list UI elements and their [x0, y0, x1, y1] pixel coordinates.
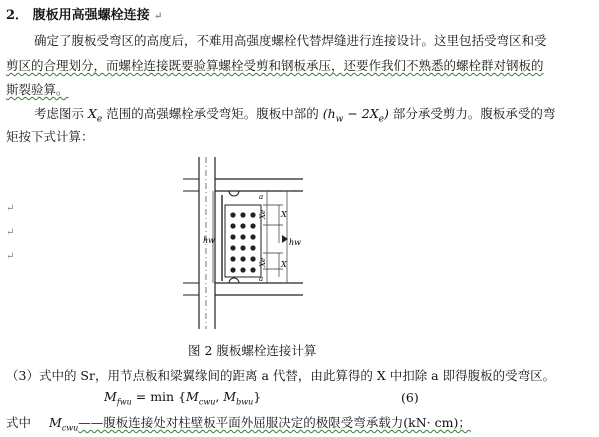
definition-symbol: M [49, 415, 62, 430]
bolt [230, 212, 235, 217]
bolt [250, 212, 255, 217]
equation-number: (6) [401, 390, 419, 405]
label-a-bottom: a [259, 275, 264, 283]
bolt [230, 223, 235, 228]
paragraph-mark: ↵ [154, 11, 163, 22]
figure-caption: 图 2 腹板螺栓连接计算 [188, 343, 317, 358]
var-xe-sub: e [96, 114, 103, 125]
eq-arg1: M [186, 389, 199, 404]
bolt [240, 267, 245, 272]
section-title: 腹板用高强螺栓连接 [32, 8, 150, 23]
expr-sub1: w [335, 114, 344, 125]
label-x-top: X [281, 210, 287, 219]
para1-line2: 剪区的合理划分，而螺栓连接既要验算螺栓受剪和钢板承压，还要作我们不熟悉的螺栓群对钢板的 [6, 58, 544, 73]
eq-lhs: M [104, 389, 117, 404]
paragraph-mark: ↵ [6, 251, 15, 262]
section-heading [6, 4, 163, 23]
definition-line [6, 413, 471, 433]
expr-part2: − 2X [343, 106, 379, 121]
bolt [240, 234, 245, 239]
para2-line2: 矩按下式计算： [6, 129, 94, 144]
para2-text-b: 范围的高强螺栓承受弯矩。腹板中部的 [106, 106, 319, 121]
bolt [240, 212, 245, 217]
expr-sub2: e [378, 114, 384, 125]
definition-prefix: 式中 [6, 415, 32, 430]
eq-arg2: M [223, 389, 237, 404]
eq-lhs-sub: fwu [116, 397, 132, 407]
expr-part1: (h [322, 106, 336, 121]
bolt-group [230, 212, 255, 272]
definition-text: ——腹板连接处对柱壁板平面外屈服决定的极限受弯承载力(kN· cm)； [78, 415, 471, 430]
bolt [250, 267, 255, 272]
bolt [240, 223, 245, 228]
bolt [240, 245, 245, 250]
section-number: 2． [6, 8, 29, 23]
bolt [250, 234, 255, 239]
label-hw-right: hw [289, 238, 301, 247]
label-x-bottom: X [281, 260, 287, 269]
bolt [250, 256, 255, 261]
para2-text-c: 部分承受剪力。腹板承受的弯 [392, 106, 556, 121]
para2-text-a: 考虑图示 [34, 106, 85, 121]
bolt [250, 245, 255, 250]
eq-arg1-sub: cwu [198, 397, 216, 407]
bolt [230, 245, 235, 250]
paragraph-mark: ↵ [6, 203, 15, 214]
label-xe-top: Xe [259, 209, 267, 219]
bolt-connection-figure [175, 157, 335, 329]
bolt [230, 267, 235, 272]
label-hw-left: hw [203, 236, 215, 245]
bolt [230, 256, 235, 261]
eq-min: = min [131, 389, 175, 404]
var-xe: X [88, 106, 97, 121]
label-xe-bottom: Xe [259, 257, 267, 267]
definition-symbol-sub: cwu [61, 423, 79, 433]
eq-arg2-sub: bwu [236, 397, 254, 407]
bolt [240, 256, 245, 261]
paragraph-mark: ↵ [6, 227, 15, 238]
para1-line3: 斯裂验算。 [6, 82, 69, 97]
expr-part3: ) [383, 106, 389, 121]
label-a-top: a [259, 193, 264, 201]
equation-6: $M_{fwu} = \min \{M_{cwu}$, $M_{bwu}$} [104, 389, 262, 407]
bolt [230, 234, 235, 239]
para2-line1 [34, 104, 555, 125]
bolt [250, 223, 255, 228]
para3-line: （3）式中的 Sr，用节点板和梁翼缘间的距离 a 代替，由此算得的 X 中扣除 a 即得腹板的受弯区。 [6, 368, 556, 383]
para1-line1: 确定了腹板受弯区的高度后，不难用高强度螺栓代替焊缝进行连接设计。这里包括受弯区和受 [34, 33, 547, 48]
